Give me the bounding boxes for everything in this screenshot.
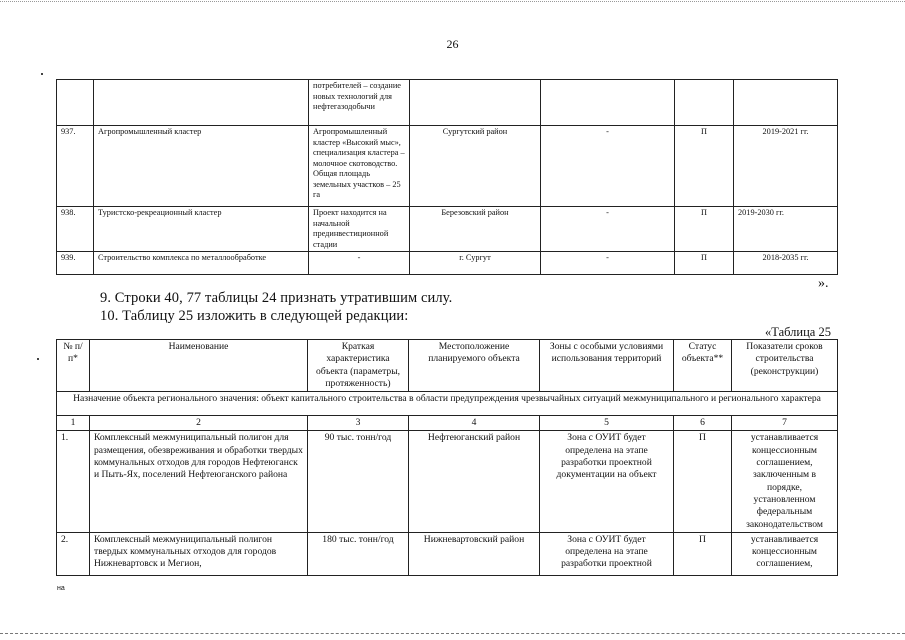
row-status: П [675,126,734,207]
column-number: 7 [732,416,838,431]
row-number: 1. [57,431,90,532]
footer-mark: на [57,585,65,592]
paragraph-10: 10. Таблицу 25 изложить в следующей редакции: [100,308,409,324]
row-zone: - [541,207,675,252]
column-number: 6 [674,416,732,431]
row-number [57,80,94,126]
row-location: Сургутский район [410,126,541,207]
row-status: П [674,431,732,532]
row-location: Березовский район [410,207,541,252]
header-terms: Показатели сроков строительства (реконструкции) [732,340,838,392]
row-location: Нефтеюганский район [409,431,540,532]
row-zone: Зона с ОУИТ будет определена на этапе разработки проектной документации на объект [540,431,674,532]
row-description: - [309,252,410,275]
table-row [57,431,838,532]
row-terms: устанавливается концессионным соглашением, [732,532,838,575]
row-zone: - [541,126,675,207]
column-number: 2 [90,416,308,431]
row-name: Комплексный межмуниципальный полигон твердых коммунальных отходов для городов Нижневартовск и Мегион, [90,532,308,575]
page-number: 26 [446,37,459,51]
table-row [57,80,838,126]
table-caption: «Таблица 25 [765,325,831,339]
row-description: 90 тыс. тонн/год [308,431,409,532]
header-zone: Зоны с особыми условиями использования территорий [540,340,674,392]
row-name: Строительство комплекса по металлообработке [94,252,309,275]
purpose-row [57,392,838,416]
row-years [734,80,838,126]
row-number: 939. [57,252,94,275]
row-description: Агропромышленный кластер «Высокий мыс», специализация кластера – молочное скотоводство. Общая площадь земельных участков – 25 га [309,126,410,207]
closing-quote: ». [818,276,829,291]
row-name [94,80,309,126]
row-location: Нижневартовский район [409,532,540,575]
header-description: Краткая характеристика объекта (параметры, протяженность) [308,340,409,392]
header-num: № п/п* [57,340,90,392]
row-status: П [675,252,734,275]
row-zone [541,80,675,126]
scan-top-edge [0,1,905,2]
row-years: 2019-2030 гг. [734,207,838,252]
column-number: 1 [57,416,90,431]
row-years: 2018-2035 гг. [734,252,838,275]
column-number: 4 [409,416,540,431]
scan-speck [41,73,43,75]
column-number: 5 [540,416,674,431]
column-numbers-row [57,416,838,431]
row-number: 938. [57,207,94,252]
table-row [57,207,838,252]
header-name: Наименование [90,340,308,392]
purpose-cell: Назначение объекта регионального значения: объект капитального строительства в области предупреждения чрезвычайных ситуаций межмуниципального и регионального характера [57,392,838,416]
row-location [410,80,541,126]
row-status: П [674,532,732,575]
table-row [57,532,838,575]
scan-bottom-edge [0,633,905,634]
column-number: 3 [308,416,409,431]
row-status: П [675,207,734,252]
row-years: 2019-2021 гг. [734,126,838,207]
row-description: Проект находится на начальной прединвестиционной стадии [309,207,410,252]
table-header-row [57,340,838,392]
row-terms: устанавливается концессионным соглашением, заключенным в порядке, установленном федеральным законодательством [732,431,838,532]
row-description: потребителей – создание новых технологий для нефтегазодобычи [309,80,410,126]
scan-speck [37,358,39,360]
row-zone: Зона с ОУИТ будет определена на этапе разработки проектной [540,532,674,575]
row-name: Агропромышленный кластер [94,126,309,207]
table-row [57,126,838,207]
row-name: Туристско-рекреационный кластер [94,207,309,252]
row-number: 2. [57,532,90,575]
paragraph-9: 9. Строки 40, 77 таблицы 24 признать утратившим силу. [100,290,453,306]
table-25 [56,339,838,576]
row-location: г. Сургут [410,252,541,275]
row-number: 937. [57,126,94,207]
row-zone: - [541,252,675,275]
header-location: Местоположение планируемого объекта [409,340,540,392]
row-name: Комплексный межмуниципальный полигон для размещения, обезвреживания и обработки твердых коммунальных отходов для городов Нефтеюганск и Пыть-Ях, поселений Нефтеюганского района [90,431,308,532]
table-row [57,252,838,275]
row-description: 180 тыс. тонн/год [308,532,409,575]
row-status [675,80,734,126]
header-status: Статус объекта** [674,340,732,392]
previous-table [56,79,838,275]
